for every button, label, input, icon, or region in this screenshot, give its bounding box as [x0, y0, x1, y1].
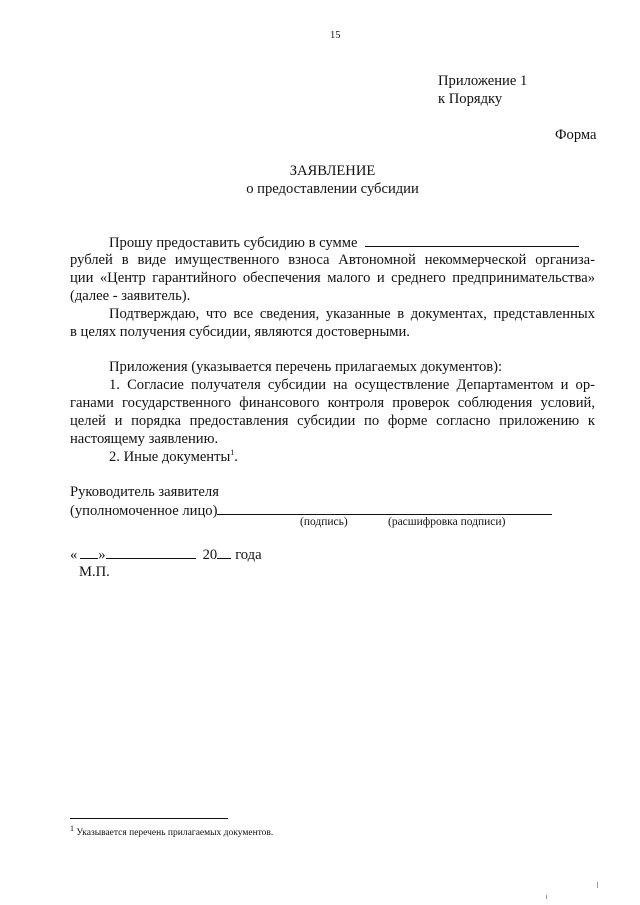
confirm-line-1: Подтверждаю, что все сведения, указанные в документах, представленных — [109, 306, 595, 322]
attachment-1-line-3: целей и порядка предоставления субсидии по форме согласно приложению к — [70, 413, 595, 429]
subsidy-amount-blank — [365, 233, 579, 247]
footnote — [70, 823, 274, 839]
authorized-label: (уполномоченное лицо) — [70, 503, 218, 519]
appendix-line-2: к Порядку — [438, 91, 503, 107]
request-line-3: ции «Центр гарантийного обеспечения малого и среднего предпринимательства» — [70, 270, 595, 286]
document-title: ЗАЯВЛЕНИЕ — [289, 163, 376, 179]
attachments-heading: Приложения (указывается перечень прилагаемых документов): — [109, 359, 503, 375]
date-line — [70, 545, 262, 564]
request-line-4: (далее - заявитель). — [70, 288, 191, 304]
year-prefix: 20 — [202, 547, 218, 563]
day-blank — [80, 545, 98, 559]
date-close-quote: » — [98, 547, 106, 563]
attachment-2-text: 2. Иные документы — [109, 449, 231, 465]
date-open-quote: « — [70, 547, 78, 563]
stamp-label: М.П. — [79, 564, 110, 580]
request-line-1 — [109, 233, 579, 252]
scan-speck — [597, 882, 598, 888]
request-prefix: Прошу предоставить субсидию в сумме — [109, 235, 358, 251]
appendix-line-1: Приложение 1 — [438, 73, 528, 89]
head-label: Руководитель заявителя — [70, 484, 219, 500]
scan-speck — [546, 895, 547, 899]
attachment-1-line-2: ганами государственного финансового контроля проверок соблюдения условий, — [70, 395, 595, 411]
document-subtitle: о предоставлении субсидии — [246, 181, 419, 197]
signature-blank — [217, 501, 552, 515]
attachment-1-line-4: настоящему заявлению. — [70, 431, 219, 447]
attachment-1-line-1: 1. Согласие получателя субсидии на осуществление Департаментом и ор- — [109, 377, 595, 393]
request-line-2: рублей в виде имущественного взноса Автономной некоммерческой организа- — [70, 252, 595, 268]
decoding-caption: (расшифровка подписи) — [388, 516, 506, 528]
footnote-text: Указывается перечень прилагаемых документов. — [76, 828, 274, 838]
footnote-marker: 1 — [70, 823, 74, 833]
attachment-2 — [109, 448, 238, 466]
footnote-ref: 1 — [230, 448, 235, 458]
attachment-2-end: . — [234, 449, 238, 465]
confirm-line-2: в целях получения субсидии, являются достоверными. — [70, 324, 410, 340]
signature-caption: (подпись) — [300, 516, 348, 528]
month-blank — [106, 545, 196, 559]
page-number: 15 — [330, 30, 341, 41]
year-blank — [217, 545, 231, 559]
footnote-divider — [70, 818, 228, 819]
year-suffix: года — [235, 547, 262, 563]
form-label: Форма — [555, 127, 597, 143]
